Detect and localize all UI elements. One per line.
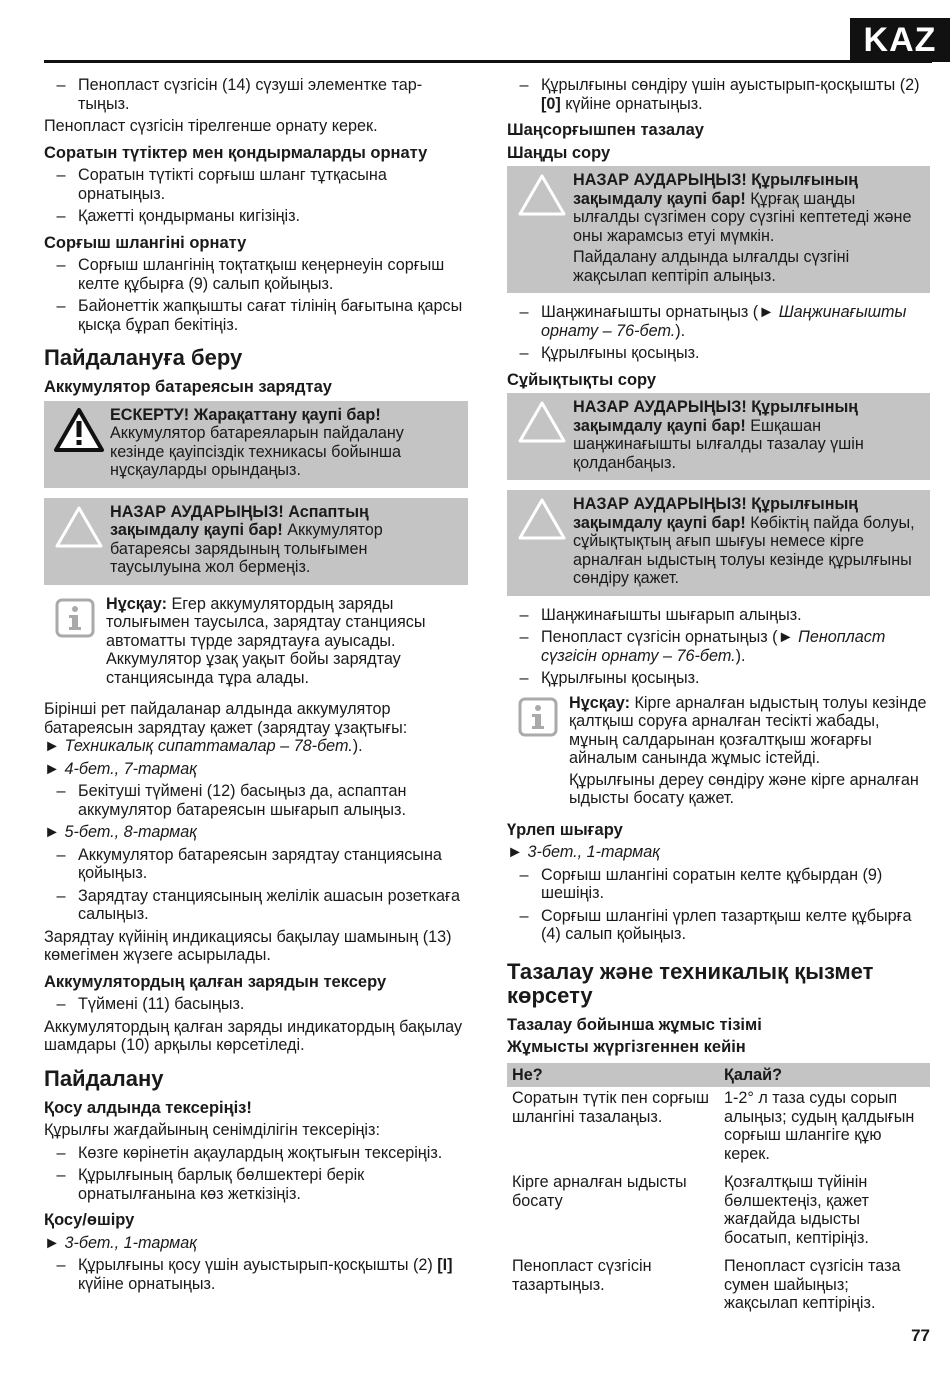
paragraph: Құрылғы жағдайының сенімділігін тексеріңіз: (44, 1121, 380, 1139)
caution-box: НАЗАР АУДАРЫҢЫЗ! Құрылғының зақымдалу қаупі бар! Ешқашан шаңжинағышты ылғалды тазалау үшін қолданбаңыз. (507, 393, 930, 480)
note-box: Нұсқау: Кірге арналған ыдыстың толуы кезінде қалтқыш соруға арналған тесікті жабады, мұның салдарынан қозғалтқыш жоғарғы айналым санында жұмыс істейді. Құрылғыны дереу сөндіру және кірге арналған ыдысты босату қажет. (507, 694, 930, 811)
cross-reference: ► 4-бет., 7-тармақ (44, 759, 197, 778)
caution-box: НАЗАР АУДАРЫҢЫЗ! Құрылғының зақымдалу қаупі бар! Құрғақ шаңды ылғалды сүзгімен сору сүзгіні кептетеді және оны жарамсыз етуі мүмкін. Пайдалану алдында ылғалды сүзгіні жақсылап кептіріп алыңыз. (507, 166, 930, 293)
paragraph: Бірінші рет пайдаланар алдында аккумулятор батареясын зарядтау қажет (зарядтау ұзақтығы: ► Техникалық сипаттамалар – 78-бет.). (44, 700, 408, 755)
list-item: – Шаңжинағышты орнатыңыз (► Шаңжинағышты орнату – 76-бет.). (519, 303, 907, 340)
info-icon (44, 595, 106, 691)
list-item: – Байонеттік жапқышты сағат тілінің бағытына қарсы қысқа бұрап бекітіңіз. (56, 297, 463, 334)
warning-box: ЕСКЕРТУ! Жарақаттану қаупі бар! Аккумулятор батареяларын пайдалану кезінде қауіпсіздік техникасы бойынша нұсқауларды орындаңыз. (44, 401, 468, 488)
header-rule (44, 60, 932, 63)
list-item: – Құрылғыны қосыңыз. (519, 669, 700, 687)
table-row (507, 1255, 930, 1321)
heading-check-before: Қосу алдында тексеріңіз! (44, 1098, 252, 1117)
heading-charge-battery: Аккумулятор батареясын зарядтау (44, 378, 332, 396)
list-item: – Шаңжинағышты шығарып алыңыз. (519, 605, 802, 624)
list-item: – Құрылғыны қосыңыз. (519, 344, 700, 362)
heading-on-off: Қосу/өшіру (44, 1211, 135, 1229)
heading-after-work: Жұмысты жүргізгеннен кейін (507, 1038, 746, 1056)
table-header-row (507, 1063, 930, 1088)
table-row (507, 1171, 930, 1255)
language-tab (850, 18, 950, 62)
heading-dust-suction: Шаңды сору (507, 143, 611, 162)
page-number: 77 (911, 1326, 930, 1345)
caution-triangle-icon (511, 494, 573, 591)
cleaning-table (507, 1063, 930, 1321)
table-cell: Соратын түтік пен сорғыш шлангіні тазалаңыз. (512, 1089, 709, 1126)
list-item: – Сорғыш шлангіні соратын келте құбырдан (9) шешіңіз. (519, 865, 883, 902)
list-item: – Құрылғыны қосу үшін ауыстырып-қосқышты (2) [I] күйіне орнатыңыз. (56, 1256, 453, 1293)
note-box: Нұсқау: Егер аккумулятордың заряды толығымен таусылса, зарядтау станциясы автоматты түрде зарядтауға ауысады. Аккумулятор ұзақ уақыт бойы зарядтау станциясында тұра алады. (44, 595, 468, 691)
table-header-how: Қалай? (719, 1063, 930, 1088)
table-cell: Пенопласт сүзгісін таза сумен шайыңыз; жақсылап кептіріңіз. (724, 1257, 901, 1312)
paragraph: Аккумулятордың қалған заряды индикатордың бақылау шамдары (10) арқылы көрсетіледі. (44, 1017, 463, 1054)
table-header-what: Не? (507, 1063, 719, 1088)
paragraph: Пенопласт сүзгісін тірелгенше орнату керек. (44, 117, 378, 135)
table-cell: Қозғалтқыш түйінін бөлшектеңіз, қажет жағдайда ыдысты босатып, кептіріңіз. (724, 1173, 869, 1247)
heading-install-hose: Сорғыш шлангіні орнату (44, 233, 247, 252)
heading-cleaning-list: Тазалау бойынша жұмыс тізімі (507, 1015, 762, 1034)
list-item: – Пенопласт сүзгісін орнатыңыз (► Пенопласт сүзгісін орнату – 76-бет.). (519, 628, 886, 665)
cross-reference: ► 5-бет., 8-тармақ (44, 823, 197, 841)
heading-blow-out: Үрлеп шығару (507, 820, 623, 839)
list-item: – Пенопласт сүзгісін (14) сүзуші элементке тар-тыңыз. (56, 76, 423, 113)
warning-triangle-icon (48, 405, 110, 483)
right-column (507, 76, 930, 1321)
section-heading-cleaning: Тазалау және техникалық қызмет көрсету (507, 958, 874, 1008)
heading-install-nozzles: Соратын түтіктер мен қондырмаларды орнату (44, 143, 428, 162)
cross-reference: ► 3-бет., 1-тармақ (44, 1233, 197, 1252)
list-item: – Бекітуші түймені (12) басыңыз да, аспаптан аккумулятор батареясын шығарып алыңыз. (56, 782, 407, 819)
list-item: – Аккумулятор батареясын зарядтау станциясына қойыңыз. (56, 845, 442, 882)
caution-triangle-icon (511, 170, 573, 288)
heading-check-charge: Аккумулятордың қалған зарядын тексеру (44, 972, 387, 991)
list-item: – Зарядтау станциясының желілік ашасын розеткаға салыңыз. (56, 886, 460, 923)
caution-box: НАЗАР АУДАРЫҢЫЗ! Құрылғының зақымдалу қаупі бар! Көбіктің пайда болуы, сұйықтықтың ағып шығуы немесе кірге арналған ыдыстың толуы кезінде құрылғыны сөндіру қажет. (507, 490, 930, 596)
table-row (507, 1087, 930, 1171)
list-item: – Сорғыш шлангіні үрлеп тазартқыш келте құбырға (4) салып қойыңыз. (519, 906, 912, 943)
list-item: – Көзге көрінетін ақаулардың жоқтығын тексеріңіз. (56, 1143, 443, 1162)
heading-vacuum-cleaning: Шаңсорғышпен тазалау (507, 121, 704, 139)
list-item: – Соратын түтікті сорғыш шланг тұтқасына орнатыңыз. (56, 166, 387, 203)
section-heading-operation: Пайдалану (44, 1065, 164, 1091)
left-column (44, 76, 468, 1297)
caution-triangle-icon (48, 502, 110, 580)
caution-triangle-icon (511, 397, 573, 475)
language-code: KAZ (863, 20, 937, 59)
list-item: – Құрылғының барлық бөлшектері берік орнатылғанына көз жеткізіңіз. (56, 1166, 365, 1203)
list-item: – Қажетті қондырманы кигізіңіз. (56, 207, 301, 225)
list-item: – Сорғыш шлангінің тоқтатқыш кеңернеуін сорғыш келте құбырға (9) салып қойыңыз. (56, 256, 445, 293)
heading-liquid-suction: Сұйықтықты сору (507, 370, 657, 389)
list-item: – Құрылғыны сөндіру үшін ауыстырып-қосқышты (2) [0] күйіне орнатыңыз. (519, 76, 920, 113)
caution-box: НАЗАР АУДАРЫҢЫЗ! Аспаптың зақымдалу қаупі бар! Аккумулятор батареясы зарядының толығымен таусылуына жол бермеңіз. (44, 498, 468, 585)
section-heading-commissioning: Пайдалануға беру (44, 345, 243, 370)
table-cell: 1-2° л таза суды сорып алыңыз; судың қалдығын сорғыш шлангіге құю керек. (724, 1089, 915, 1163)
info-icon (507, 694, 569, 811)
paragraph: Зарядтау күйінің индикациясы бақылау шамының (13) көмегімен жүзеге асырылады. (44, 927, 452, 964)
list-item: – Түймені (11) басыңыз. (56, 995, 245, 1013)
cross-reference: ► 3-бет., 1-тармақ (507, 843, 660, 861)
table-cell: Пенопласт сүзгісін тазартыңыз. (512, 1257, 652, 1294)
table-cell: Кірге арналған ыдысты босату (512, 1173, 687, 1210)
